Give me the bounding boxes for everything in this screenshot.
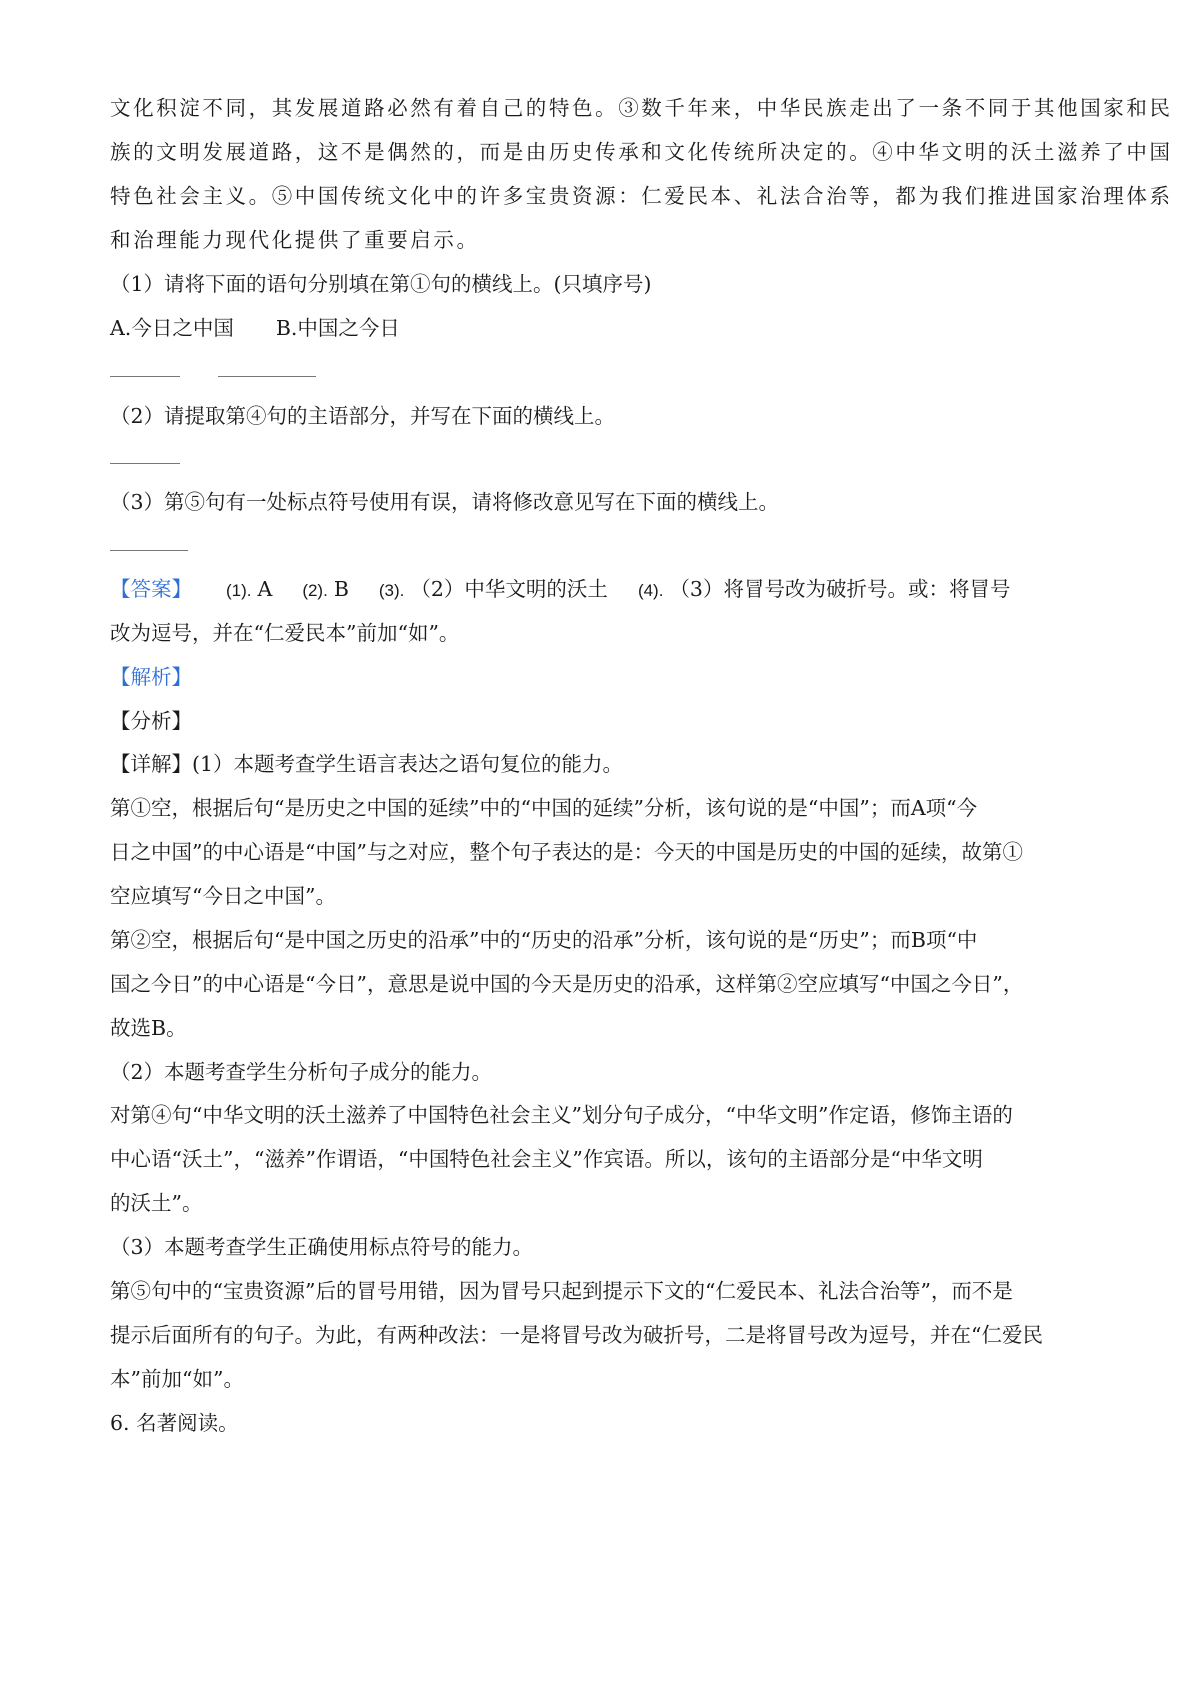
passage-line: 和治理能力现代化提供了重要启示。 (110, 228, 480, 252)
passage-line: 特色社会主义。⑤中国传统文化中的许多宝贵资源：仁爱民本、礼法合治等，都为我们推进国家治理体系 (110, 184, 1173, 208)
answer-blank-4 (110, 550, 188, 551)
answer-num-4: (4). (637, 581, 664, 600)
answer-2: B (333, 577, 349, 601)
analysis-line: （2）本题考查学生分析句子成分的能力。 (110, 1060, 493, 1084)
question-3: （3）第⑤句有一处标点符号使用有误，请将修改意见写在下面的横线上。 (110, 490, 780, 514)
analysis-line: 提示后面所有的句子。为此，有两种改法：一是将冒号改为破折号，二是将冒号改为逗号，并在“仁爱民 (110, 1323, 1043, 1347)
analysis-line: 【详解】(1）本题考查学生语言表达之语句复位的能力。 (110, 752, 624, 776)
answer-blank-3 (110, 463, 180, 464)
answer-num-3: (3). (378, 581, 405, 600)
analysis-line: （3）本题考查学生正确使用标点符号的能力。 (110, 1235, 534, 1259)
analysis-line: 故选B。 (110, 1016, 187, 1040)
analysis-line: 对第④句“中华文明的沃土滋养了中国特色社会主义”划分句子成分，“中华文明”作定语，修饰主语的 (110, 1103, 1013, 1127)
analysis-line: 第①空，根据后句“是历史之中国的延续”中的“中国的延续”分析，该句说的是“中国”；而A项“今 (110, 796, 978, 820)
question-1: （1）请将下面的语句分别填在第①句的横线上。(只填序号) (110, 272, 652, 296)
answer-1: A (257, 577, 273, 601)
question-2: （2）请提取第④句的主语部分，并写在下面的横线上。 (110, 404, 616, 428)
analysis-line: 第⑤句中的“宝贵资源”后的冒号用错，因为冒号只起到提示下文的“仁爱民本、礼法合治等”，而不是 (110, 1279, 1013, 1303)
analysis-line: 空应填写“今日之中国”。 (110, 884, 336, 908)
passage-line: 文化积淀不同，其发展道路必然有着自己的特色。③数千年来，中华民族走出了一条不同于其他国家和民 (110, 96, 1173, 120)
analysis-line: 的沃土”。 (110, 1191, 203, 1215)
section-heading: 6. 名著阅读。 (110, 1411, 239, 1435)
answer-4: （3）将冒号改为破折号。或：将冒号 (669, 577, 1011, 601)
answer-blank-2 (218, 376, 316, 377)
analysis-line: 中心语“沃土”，“滋养”作谓语，“中国特色社会主义”作宾语。所以，该句的主语部分是“中华文明 (110, 1147, 983, 1171)
question-1-options (110, 314, 1100, 342)
option-a: A.今日之中国 (110, 316, 234, 340)
analysis-tag: 【解析】 (110, 665, 192, 689)
answer-num-2: (2). (302, 581, 328, 600)
answer-3: （2）中华文明的沃土 (410, 577, 608, 601)
answer-num-1: (1). (226, 581, 252, 600)
analysis-line: 国之今日”的中心语是“今日”，意思是说中国的今天是历史的沿承，这样第②空应填写“中国之今日”， (110, 972, 1024, 996)
answer-continuation: 改为逗号，并在“仁爱民本”前加“如”。 (110, 621, 460, 645)
analysis-line: 日之中国”的中心语是“中国”与之对应，整个句子表达的是：今天的中国是历史的中国的延续，故第① (110, 840, 1023, 864)
answer-line (110, 575, 1100, 605)
passage-line: 族的文明发展道路，这不是偶然的，而是由历史传承和文化传统所决定的。④中华文明的沃土滋养了中国 (110, 140, 1173, 164)
analysis-line: 第②空，根据后句“是中国之历史的沿承”中的“历史的沿承”分析，该句说的是“历史”；而B项“中 (110, 928, 978, 952)
analysis-line: 本”前加“如”。 (110, 1367, 244, 1391)
analysis-heading: 【分析】 (110, 709, 192, 733)
option-b: B.中国之今日 (275, 316, 400, 340)
answer-blank-1 (110, 376, 180, 377)
answer-tag: 【答案】 (110, 577, 192, 601)
